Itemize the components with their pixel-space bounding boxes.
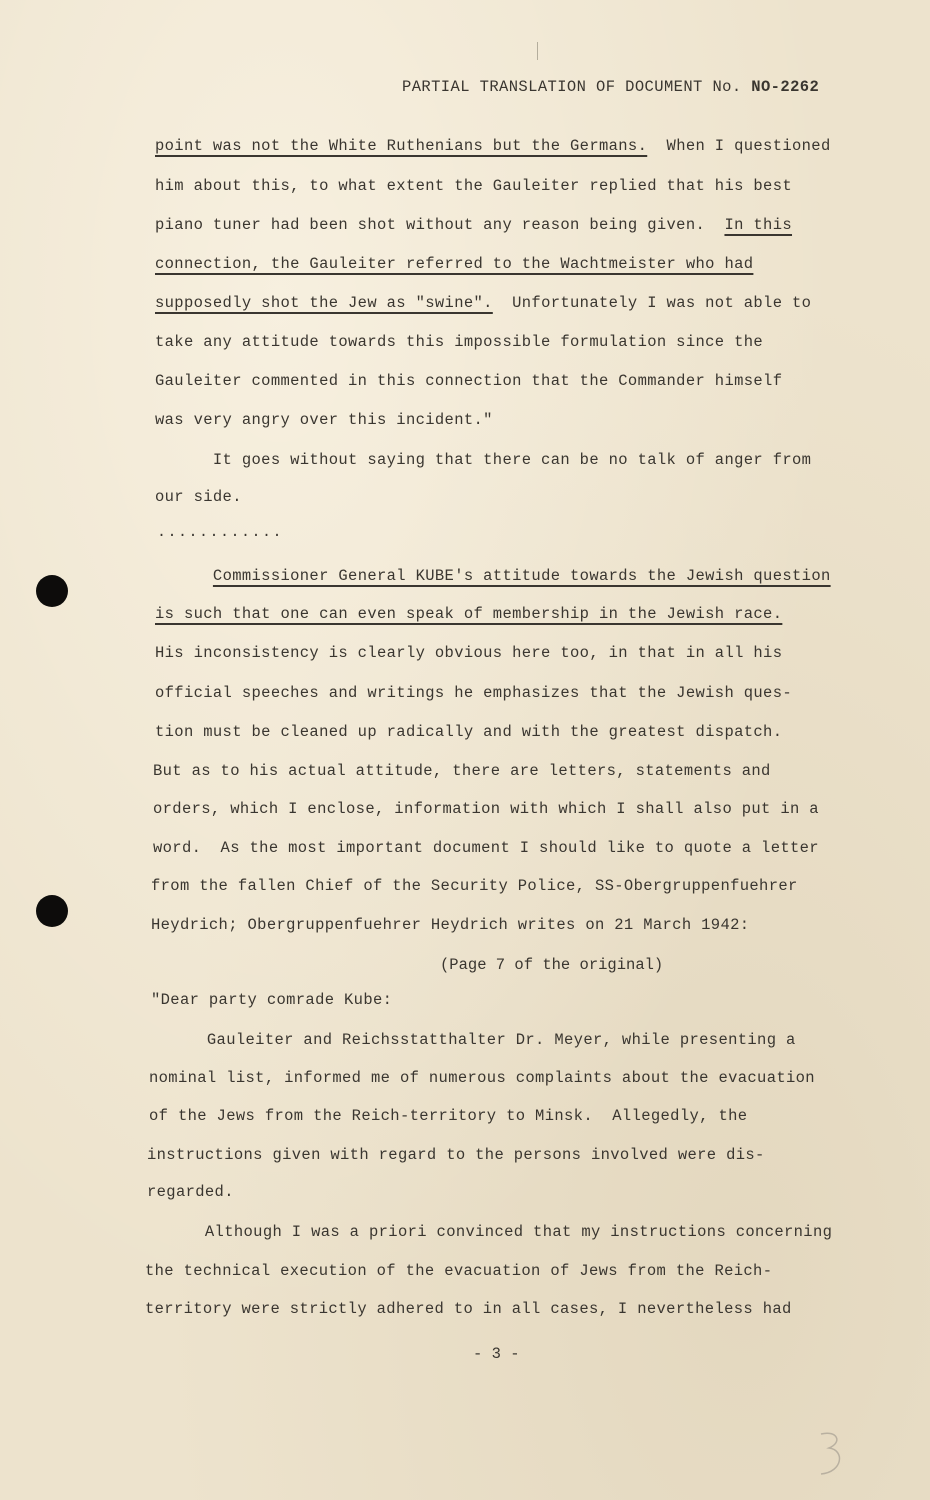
punch-hole bbox=[36, 575, 68, 607]
body-line: orders, which I enclose, information with which I shall also put in a bbox=[153, 800, 819, 818]
header-label: PARTIAL TRANSLATION OF DOCUMENT No. bbox=[402, 78, 742, 96]
body-line: It goes without saying that there can be no talk of anger from bbox=[155, 451, 812, 469]
body-line: Gauleiter and Reichsstatthalter Dr. Meyer, while presenting a bbox=[149, 1031, 796, 1049]
body-line: the technical execution of the evacuation of Jews from the Reich- bbox=[145, 1262, 773, 1280]
body-line: instructions given with regard to the persons involved were dis- bbox=[147, 1146, 765, 1164]
body-line: But as to his actual attitude, there are letters, statements and bbox=[153, 762, 771, 780]
body-line: is such that one can even speak of membership in the Jewish race. bbox=[155, 605, 783, 623]
body-line: tion must be cleaned up radically and with the greatest dispatch. bbox=[155, 723, 783, 741]
body-line: territory were strictly adhered to in all cases, I nevertheless had bbox=[145, 1300, 792, 1318]
body-line: him about this, to what extent the Gauleiter replied that his best bbox=[155, 177, 792, 195]
body-line: piano tuner had been shot without any reason being given. In this bbox=[155, 216, 793, 234]
page-number: - 3 - bbox=[473, 1345, 520, 1363]
body-line: connection, the Gauleiter referred to the Wachtmeister who had bbox=[155, 255, 754, 273]
body-line: our side. bbox=[155, 488, 242, 506]
body-line: from the fallen Chief of the Security Police, SS-Obergruppenfuehrer bbox=[151, 877, 798, 895]
body-line: "Dear party comrade Kube: bbox=[151, 991, 393, 1009]
document-number: NO-2262 bbox=[751, 78, 820, 96]
fold-mark bbox=[537, 42, 538, 60]
punch-hole bbox=[36, 895, 68, 927]
body-line: take any attitude towards this impossible formulation since the bbox=[155, 333, 764, 351]
body-line: Although I was a priori convinced that my instructions concerning bbox=[147, 1223, 833, 1241]
body-line: regarded. bbox=[147, 1183, 234, 1201]
body-line: nominal list, informed me of numerous complaints about the evacuation bbox=[149, 1069, 815, 1087]
body-line: His inconsistency is clearly obvious here too, in that in all his bbox=[155, 644, 783, 662]
body-line: Gauleiter commented in this connection that the Commander himself bbox=[155, 372, 783, 390]
body-line: word. As the most important document I should like to quote a letter bbox=[153, 839, 819, 857]
body-line: Commissioner General KUBE's attitude towards the Jewish question bbox=[212, 567, 831, 585]
body-line: supposedly shot the Jew as "swine". Unfortunately I was not able to bbox=[155, 294, 812, 312]
body-line: was very angry over this incident." bbox=[155, 411, 493, 429]
body-line: official speeches and writings he emphasizes that the Jewish ques- bbox=[155, 684, 792, 702]
body-line: of the Jews from the Reich-territory to Minsk. Allegedly, the bbox=[149, 1107, 748, 1125]
body-line: point was not the White Ruthenians but the Germans. When I questioned bbox=[155, 137, 831, 155]
page-of-original: (Page 7 of the original) bbox=[440, 956, 664, 974]
section-separator: ............ bbox=[157, 524, 284, 541]
pencil-mark-icon bbox=[813, 1428, 853, 1480]
body-line: Heydrich; Obergruppenfuehrer Heydrich writes on 21 March 1942: bbox=[151, 916, 750, 934]
document-header bbox=[402, 78, 819, 96]
